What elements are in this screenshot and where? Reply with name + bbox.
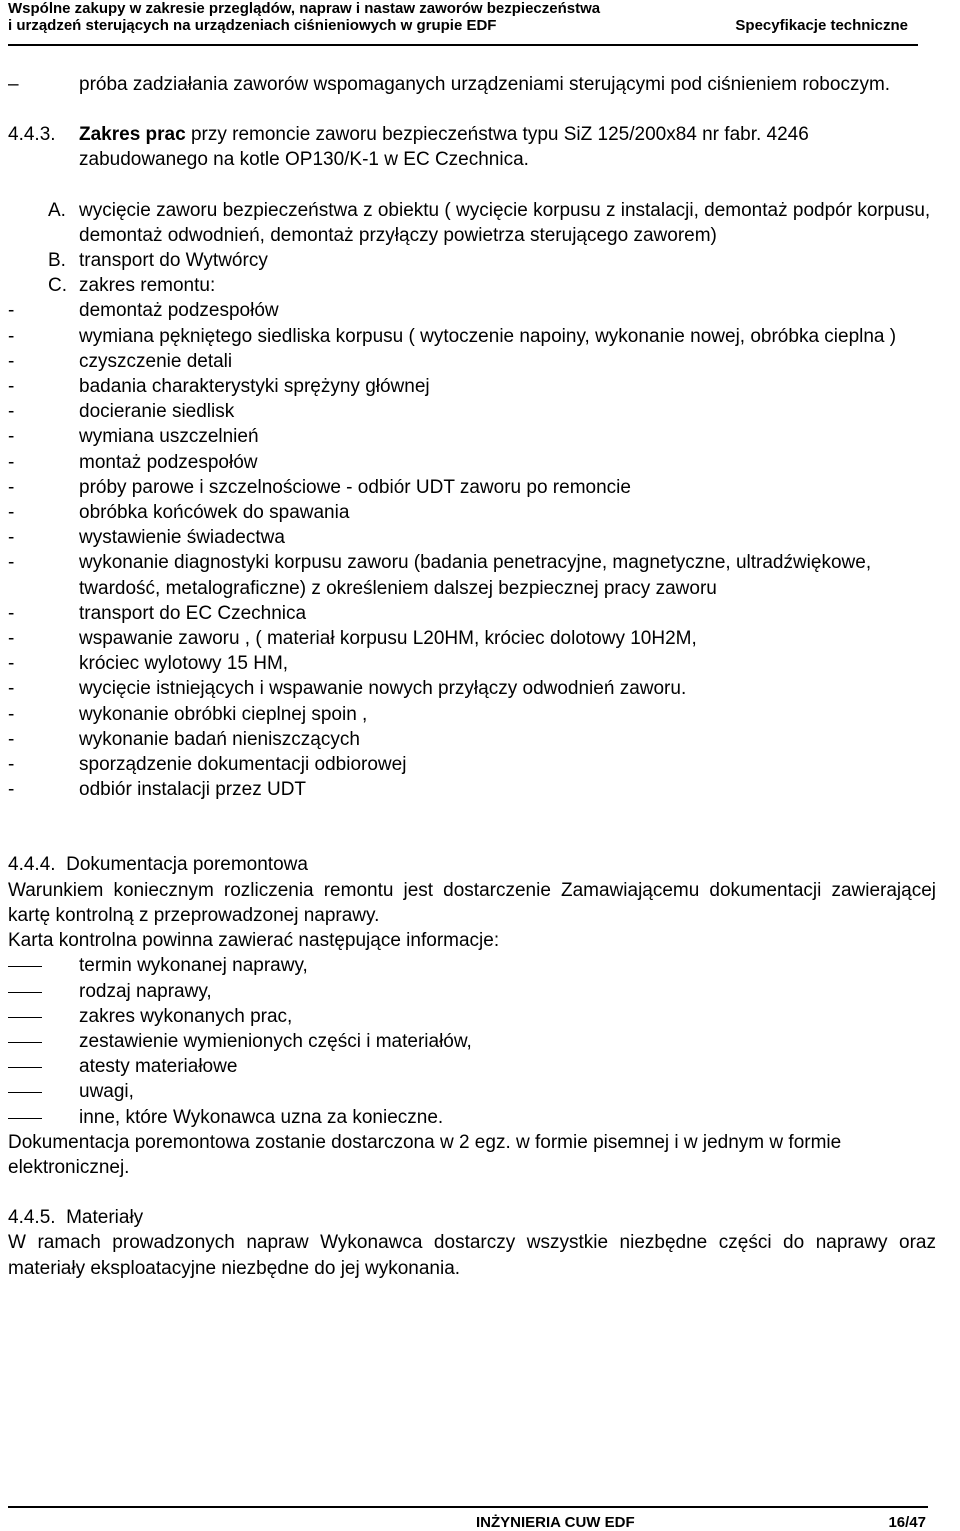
header-title-line2: i urządzeń sterujących na urządzeniach ciśnieniowych w grupie EDF bbox=[8, 17, 497, 34]
list-item bbox=[8, 500, 936, 525]
list-item-text: zakres wykonanych prac, bbox=[79, 1005, 293, 1027]
list-item-text: wykonanie diagnostyki korpusu zaworu (badania penetracyjne, magnetyczne, ultradźwiękowe, twardość, metalograficzne) z określeniem dalszej bezpiecznej pracy zaworu bbox=[79, 552, 872, 599]
list-item-text: uwagi, bbox=[79, 1081, 134, 1103]
list-item-text: montaż podzespołów bbox=[79, 451, 258, 473]
list-item bbox=[8, 550, 936, 600]
list-marker: - bbox=[8, 703, 15, 725]
list-item-text: demontaż podzespołów bbox=[79, 300, 279, 322]
dash-marker-icon bbox=[8, 1092, 42, 1093]
step-b bbox=[8, 248, 936, 273]
list-item bbox=[8, 475, 936, 500]
step-label: A. bbox=[48, 199, 66, 221]
section-4-4-3-heading bbox=[8, 122, 936, 172]
header-section-label: Specyfikacje techniczne bbox=[735, 17, 908, 34]
dash-marker-icon bbox=[8, 1067, 42, 1068]
list-item-text: wykonanie badań nieniszczących bbox=[79, 728, 360, 750]
paragraph: W ramach prowadzonych napraw Wykonawca dostarczy wszystkie niezbędne części do naprawy oraz materiały eksploatacyjne niezbędne do jej wykonania. bbox=[8, 1232, 936, 1279]
list-item-text: badania charakterystyki sprężyny głównej bbox=[79, 376, 430, 398]
step-text: wycięcie zaworu bezpieczeństwa z obiektu ( wycięcie korpusu z instalacji, demontaż podpór korpusu, demontaż odwodnień, demontaż przyłączy powietrza sterującego zaworem) bbox=[79, 199, 931, 246]
list-item bbox=[8, 298, 936, 323]
footer-department: INŻYNIERIA CUW EDF bbox=[476, 1514, 635, 1531]
list-item-text: zestawienie wymienionych części i materiałów, bbox=[79, 1030, 472, 1052]
section-number: 4.4.3. bbox=[8, 124, 56, 146]
list-marker: - bbox=[8, 502, 15, 524]
list-item-text: czyszczenie detali bbox=[79, 350, 233, 372]
list-item-text: rodzaj naprawy, bbox=[79, 980, 212, 1002]
dash-marker-icon bbox=[8, 1042, 42, 1043]
section-4-4-5-heading: 4.4.5. Materiały bbox=[8, 1207, 144, 1229]
paragraph: Karta kontrolna powinna zawierać następujące informacje: bbox=[8, 930, 500, 952]
list-item bbox=[8, 626, 936, 651]
list-marker: - bbox=[8, 678, 15, 700]
repair-scope-list bbox=[8, 298, 936, 802]
list-item bbox=[8, 676, 936, 701]
step-text: zakres remontu: bbox=[79, 275, 216, 297]
list-item bbox=[8, 601, 936, 626]
list-marker: - bbox=[8, 653, 15, 675]
list-item-text: wycięcie istniejących i wspawanie nowych przyłączy odwodnień zaworu. bbox=[79, 678, 687, 700]
list-marker: - bbox=[8, 602, 15, 624]
list-item bbox=[8, 1004, 936, 1029]
list-item-text: sporządzenie dokumentacji odbiorowej bbox=[79, 754, 407, 776]
step-text: transport do Wytwórcy bbox=[79, 250, 268, 272]
list-marker: - bbox=[8, 451, 15, 473]
step-label: C. bbox=[48, 275, 67, 297]
list-item bbox=[8, 727, 936, 752]
list-item bbox=[8, 525, 936, 550]
list-item-text: wspawanie zaworu , ( materiał korpusu L20HM, króciec dolotowy 10H2M, bbox=[79, 628, 697, 650]
step-c bbox=[8, 273, 936, 298]
list-item bbox=[8, 1079, 936, 1104]
step-a bbox=[8, 198, 936, 248]
list-marker: – bbox=[8, 74, 19, 95]
list-marker: - bbox=[8, 350, 15, 372]
list-marker: - bbox=[8, 300, 15, 322]
dash-marker-icon bbox=[8, 1118, 42, 1119]
step-label: B. bbox=[48, 250, 66, 272]
list-item bbox=[8, 777, 936, 802]
list-item bbox=[8, 374, 936, 399]
list-item-text: próby parowe i szczelnościowe - odbiór UDT zaworu po remoncie bbox=[79, 476, 631, 498]
list-marker: - bbox=[8, 527, 15, 549]
list-item bbox=[8, 424, 936, 449]
list-marker: - bbox=[8, 426, 15, 448]
list-marker: - bbox=[8, 628, 15, 650]
list-item bbox=[8, 324, 936, 349]
list-marker: - bbox=[8, 728, 15, 750]
list-item bbox=[8, 702, 936, 727]
list-item-text: transport do EC Czechnica bbox=[79, 602, 307, 624]
intro-list-item bbox=[8, 72, 936, 97]
page-footer bbox=[8, 1506, 928, 1531]
list-item-text: króciec wylotowy 15 HM, bbox=[79, 653, 289, 675]
list-marker: - bbox=[8, 552, 15, 574]
paragraph: Warunkiem koniecznym rozliczenia remontu jest dostarczenie Zamawiającemu dokumentacji zawierającej kartę kontrolną z przeprowadzonej naprawy. bbox=[8, 879, 936, 926]
list-item bbox=[8, 1105, 936, 1130]
list-item-text: docieranie siedlisk bbox=[79, 401, 235, 423]
paragraph: Dokumentacja poremontowa zostanie dostarczona w 2 egz. w formie pisemnej i w jednym w formie elektronicznej. bbox=[8, 1131, 842, 1178]
list-item bbox=[8, 752, 936, 777]
list-item-text: wymiana pękniętego siedliska korpusu ( wytoczenie napoiny, wykonanie nowej, obróbka cieplna ) bbox=[79, 325, 897, 347]
list-item bbox=[8, 651, 936, 676]
list-item-text: termin wykonanej naprawy, bbox=[79, 955, 308, 977]
list-item bbox=[8, 953, 936, 978]
list-item-text: atesty materiałowe bbox=[79, 1056, 238, 1078]
list-item bbox=[8, 450, 936, 475]
control-card-list bbox=[8, 953, 936, 1129]
dash-marker-icon bbox=[8, 1017, 42, 1018]
header-title-line1: Wspólne zakupy w zakresie przeglądów, napraw i nastaw zaworów bezpieczeństwa bbox=[8, 0, 601, 17]
list-marker: - bbox=[8, 401, 15, 423]
list-item-text: inne, które Wykonawca uzna za konieczne. bbox=[79, 1106, 444, 1128]
list-item bbox=[8, 1029, 936, 1054]
list-marker: - bbox=[8, 376, 15, 398]
list-item-text: wykonanie obróbki cieplnej spoin , bbox=[79, 703, 368, 725]
list-marker: - bbox=[8, 754, 15, 776]
page-header bbox=[8, 0, 918, 46]
section-4-4-4-heading: 4.4.4. Dokumentacja poremontowa bbox=[8, 854, 308, 876]
list-item-text: wystawienie świadectwa bbox=[79, 527, 285, 549]
document-body bbox=[8, 72, 936, 1281]
list-item-text: odbiór instalacji przez UDT bbox=[79, 779, 307, 801]
section-title-bold: Zakres prac bbox=[79, 124, 186, 146]
dash-marker-icon bbox=[8, 966, 42, 967]
section-title-rest: przy remoncie zaworu bezpieczeństwa typu SiZ 125/200x84 nr fabr. 4246 zabudowanego na kotle OP130/K-1 w EC Czechnica. bbox=[79, 124, 809, 171]
dash-marker-icon bbox=[8, 992, 42, 993]
list-item bbox=[8, 349, 936, 374]
page-number: 16/47 bbox=[888, 1514, 926, 1531]
list-item-text: wymiana uszczelnień bbox=[79, 426, 259, 448]
list-item bbox=[8, 979, 936, 1004]
list-item-text: obróbka końcówek do spawania bbox=[79, 502, 350, 524]
list-marker: - bbox=[8, 325, 15, 347]
list-item-text: próba zadziałania zaworów wspomaganych urządzeniami sterującymi pod ciśnieniem roboczym. bbox=[79, 74, 891, 95]
list-marker: - bbox=[8, 779, 15, 801]
list-item bbox=[8, 1054, 936, 1079]
list-item bbox=[8, 399, 936, 424]
list-marker: - bbox=[8, 476, 15, 498]
